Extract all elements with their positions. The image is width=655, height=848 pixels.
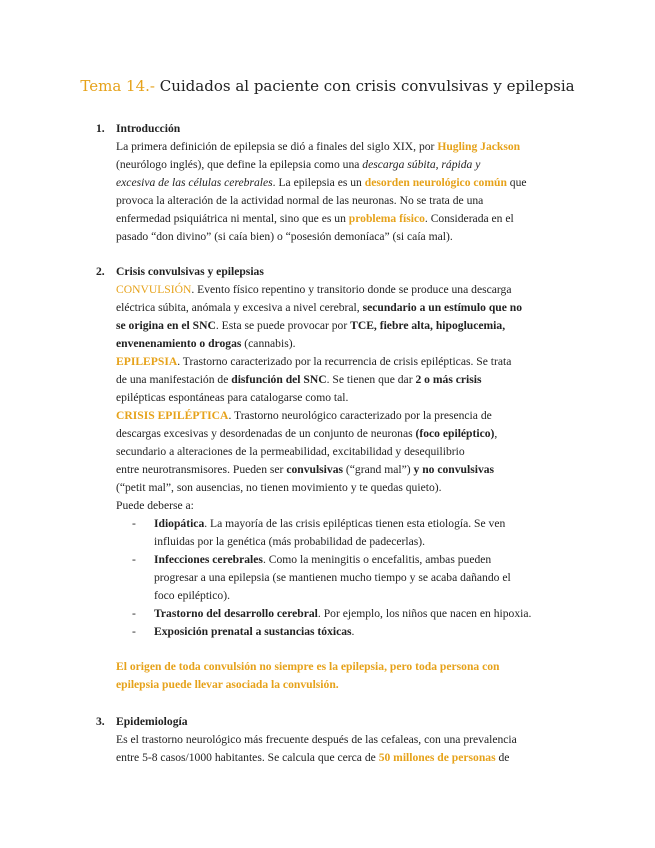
text-line: excesiva de las células cerebrales. La epilepsia es un desorden neurológico común que [116,176,527,189]
page-title [0,76,655,96]
list-item: - Trastorno del desarrollo cerebral. Por ejemplo, los niños que nacen en hipoxia. [132,607,532,620]
text-line: enfermedad psiquiátrica ni mental, sino que es un problema físico. Considerada en el [116,212,514,225]
title-number: Tema 14.- [80,77,155,95]
text-line: secundario a alteraciones de la permeabilidad, excitabilidad y desequilibrio [116,445,465,458]
section-introduccion [96,120,586,246]
list-item: - Exposición prenatal a sustancias tóxicas. [132,625,355,638]
text-line: EPILEPSIA. Trastorno caracterizado por la recurrencia de crisis epilépticas. Se trata [116,355,512,368]
text-line: epilépticas espontáneas para catalogarse como tal. [116,391,349,404]
section-heading: 2. Crisis convulsivas y epilepsias [96,265,264,278]
title-text: Cuidados al paciente con crisis convulsivas y epilepsia [154,77,575,95]
text-line: Es el trastorno neurológico más frecuente después de las cefaleas, con una prevalencia [116,733,517,746]
text-line: (“petit mal”, son ausencias, no tienen movimiento y te quedas quieto). [116,481,442,494]
text-line: provoca la alteración de la actividad normal de las neuronas. No se trata de una [116,194,484,207]
section-heading: 3. Epidemiología [96,715,188,728]
list-item: - Idiopática. La mayoría de las crisis epilépticas tienen esta etiología. Se ven influidas por la genética (más probabilidad de padecerlas). [132,517,506,548]
section-epidemiologia [96,713,586,767]
text-line: La primera definición de epilepsia se dió a finales del siglo XIX, por Hugling Jackson [116,140,521,153]
highlight-note [96,658,586,694]
text-line: El origen de toda convulsión no siempre es la epilepsia, pero toda persona con [116,660,500,673]
text-line: eléctrica súbita, anómala y excesiva a nivel cerebral, secundario a un estímulo que no [116,301,523,314]
text-line: entre 5-8 casos/1000 habitantes. Se calcula que cerca de 50 millones de personas de [116,751,510,764]
section-crisis [96,263,586,641]
text-line: pasado “don divino” (si caía bien) o “posesión demoníaca” (si caía mal). [116,230,453,243]
text-line: descargas excesivas y desordenadas de un conjunto de neuronas (foco epiléptico), [116,427,498,440]
text-line: se origina en el SNC. Esta se puede provocar por TCE, fiebre alta, hipoglucemia, [116,319,506,332]
section-heading: 1. Introducción [96,122,181,135]
text-line: de una manifestación de disfunción del SNC. Se tienen que dar 2 o más crisis [116,373,482,386]
section-body [96,731,586,767]
text-line: epilepsia puede llevar asociada la convulsión. [116,678,339,691]
text-line: CONVULSIÓN. Evento físico repentino y transitorio donde se produce una descarga [116,283,512,296]
section-body [96,138,586,246]
text-line: envenenamiento o drogas (cannabis). [116,337,296,350]
text-line: CRISIS EPILÉPTICA. Trastorno neurológico caracterizado por la presencia de [116,409,492,422]
text-line: entre neurotransmisores. Pueden ser convulsivas (“grand mal”) y no convulsivas [116,463,495,476]
causes-list [116,515,586,641]
text-line: (neurólogo inglés), que define la epilepsia como una descarga súbita, rápida y [116,158,481,171]
text-line: Puede deberse a: [116,499,194,512]
list-item: - Infecciones cerebrales. Como la meningitis o encefalitis, ambas pueden progresar a una epilepsia (se mantienen mucho tiempo y se acaba dañando el foco epiléptico). [132,553,511,602]
section-body [96,281,586,641]
